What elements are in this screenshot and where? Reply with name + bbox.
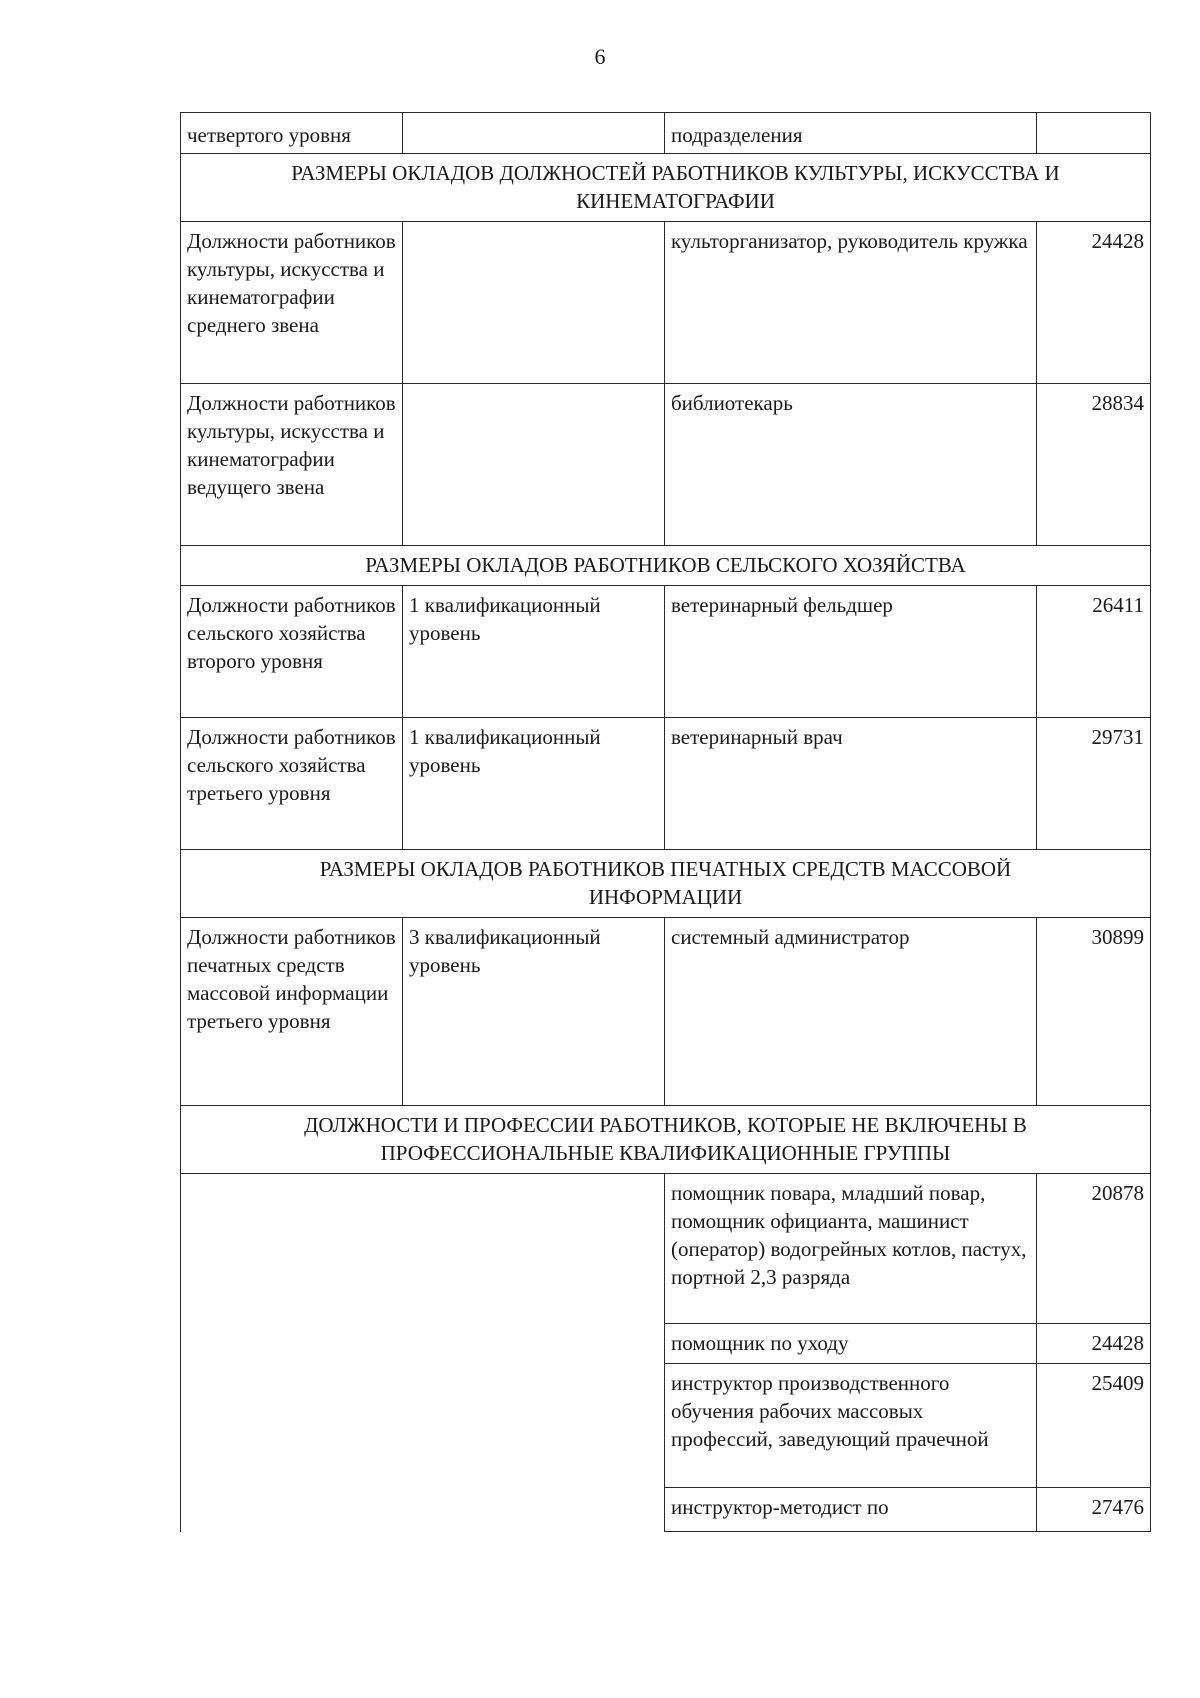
section-header-row <box>181 850 1151 918</box>
salary-cell: 30899 <box>1037 918 1151 1106</box>
salary-cell: 27476 <box>1037 1488 1151 1532</box>
table-row <box>181 918 1151 1106</box>
blank-cell <box>181 1174 665 1532</box>
table-row <box>181 1174 1151 1324</box>
section-header-row <box>181 154 1151 222</box>
salary-cell: 25409 <box>1037 1364 1151 1488</box>
level-cell <box>403 222 665 384</box>
salary-cell: 28834 <box>1037 384 1151 546</box>
salary-cell: 24428 <box>1037 1324 1151 1364</box>
group-cell: Должности работников культуры, искусства и кинематографии среднего звена <box>181 222 403 384</box>
section-title: РАЗМЕРЫ ОКЛАДОВ ДОЛЖНОСТЕЙ РАБОТНИКОВ КУЛЬТУРЫ, ИСКУССТВА И КИНЕМАТОГРАФИИ <box>181 154 1151 222</box>
group-cell: Должности работников печатных средств массовой информации третьего уровня <box>181 918 403 1106</box>
table-row <box>181 113 1151 154</box>
group-cell: четвертого уровня <box>181 113 403 154</box>
position-cell: библиотекарь <box>665 384 1037 546</box>
salary-cell: 29731 <box>1037 718 1151 850</box>
section-title: РАЗМЕРЫ ОКЛАДОВ РАБОТНИКОВ ПЕЧАТНЫХ СРЕДСТВ МАССОВОЙ ИНФОРМАЦИИ <box>181 850 1151 918</box>
table-row <box>181 718 1151 850</box>
group-cell: Должности работников сельского хозяйства третьего уровня <box>181 718 403 850</box>
section-header-row <box>181 546 1151 586</box>
level-cell: 1 квалификационный уровень <box>403 586 665 718</box>
level-cell: 1 квалификационный уровень <box>403 718 665 850</box>
position-cell: ветеринарный врач <box>665 718 1037 850</box>
salary-cell: 20878 <box>1037 1174 1151 1324</box>
salary-cell: 24428 <box>1037 222 1151 384</box>
group-cell: Должности работников сельского хозяйства второго уровня <box>181 586 403 718</box>
level-cell <box>403 384 665 546</box>
position-cell: культорганизатор, руководитель кружка <box>665 222 1037 384</box>
table-row <box>181 222 1151 384</box>
section-title: РАЗМЕРЫ ОКЛАДОВ РАБОТНИКОВ СЕЛЬСКОГО ХОЗЯЙСТВА <box>181 546 1151 586</box>
salary-table <box>180 112 1151 1532</box>
position-cell: инструктор-методист по <box>665 1488 1037 1532</box>
page-number: 6 <box>594 44 606 69</box>
section-title: ДОЛЖНОСТИ И ПРОФЕССИИ РАБОТНИКОВ, КОТОРЫЕ НЕ ВКЛЮЧЕНЫ В ПРОФЕССИОНАЛЬНЫЕ КВАЛИФИКАЦИОННЫЕ ГРУППЫ <box>181 1106 1151 1174</box>
level-cell: 3 квалификационный уровень <box>403 918 665 1106</box>
position-cell: помощник по уходу <box>665 1324 1037 1364</box>
position-cell: инструктор производственного обучения рабочих массовых профессий, заведующий прачечной <box>665 1364 1037 1488</box>
section-header-row <box>181 1106 1151 1174</box>
table-row <box>181 586 1151 718</box>
level-cell <box>403 113 665 154</box>
group-cell: Должности работников культуры, искусства и кинематографии ведущего звена <box>181 384 403 546</box>
salary-cell <box>1037 113 1151 154</box>
position-cell: ветеринарный фельдшер <box>665 586 1037 718</box>
salary-cell: 26411 <box>1037 586 1151 718</box>
position-cell: помощник повара, младший повар, помощник официанта, машинист (оператор) водогрейных котлов, пастух, портной 2,3 разряда <box>665 1174 1037 1324</box>
position-cell: системный администратор <box>665 918 1037 1106</box>
position-cell: подразделения <box>665 113 1037 154</box>
table-row <box>181 384 1151 546</box>
